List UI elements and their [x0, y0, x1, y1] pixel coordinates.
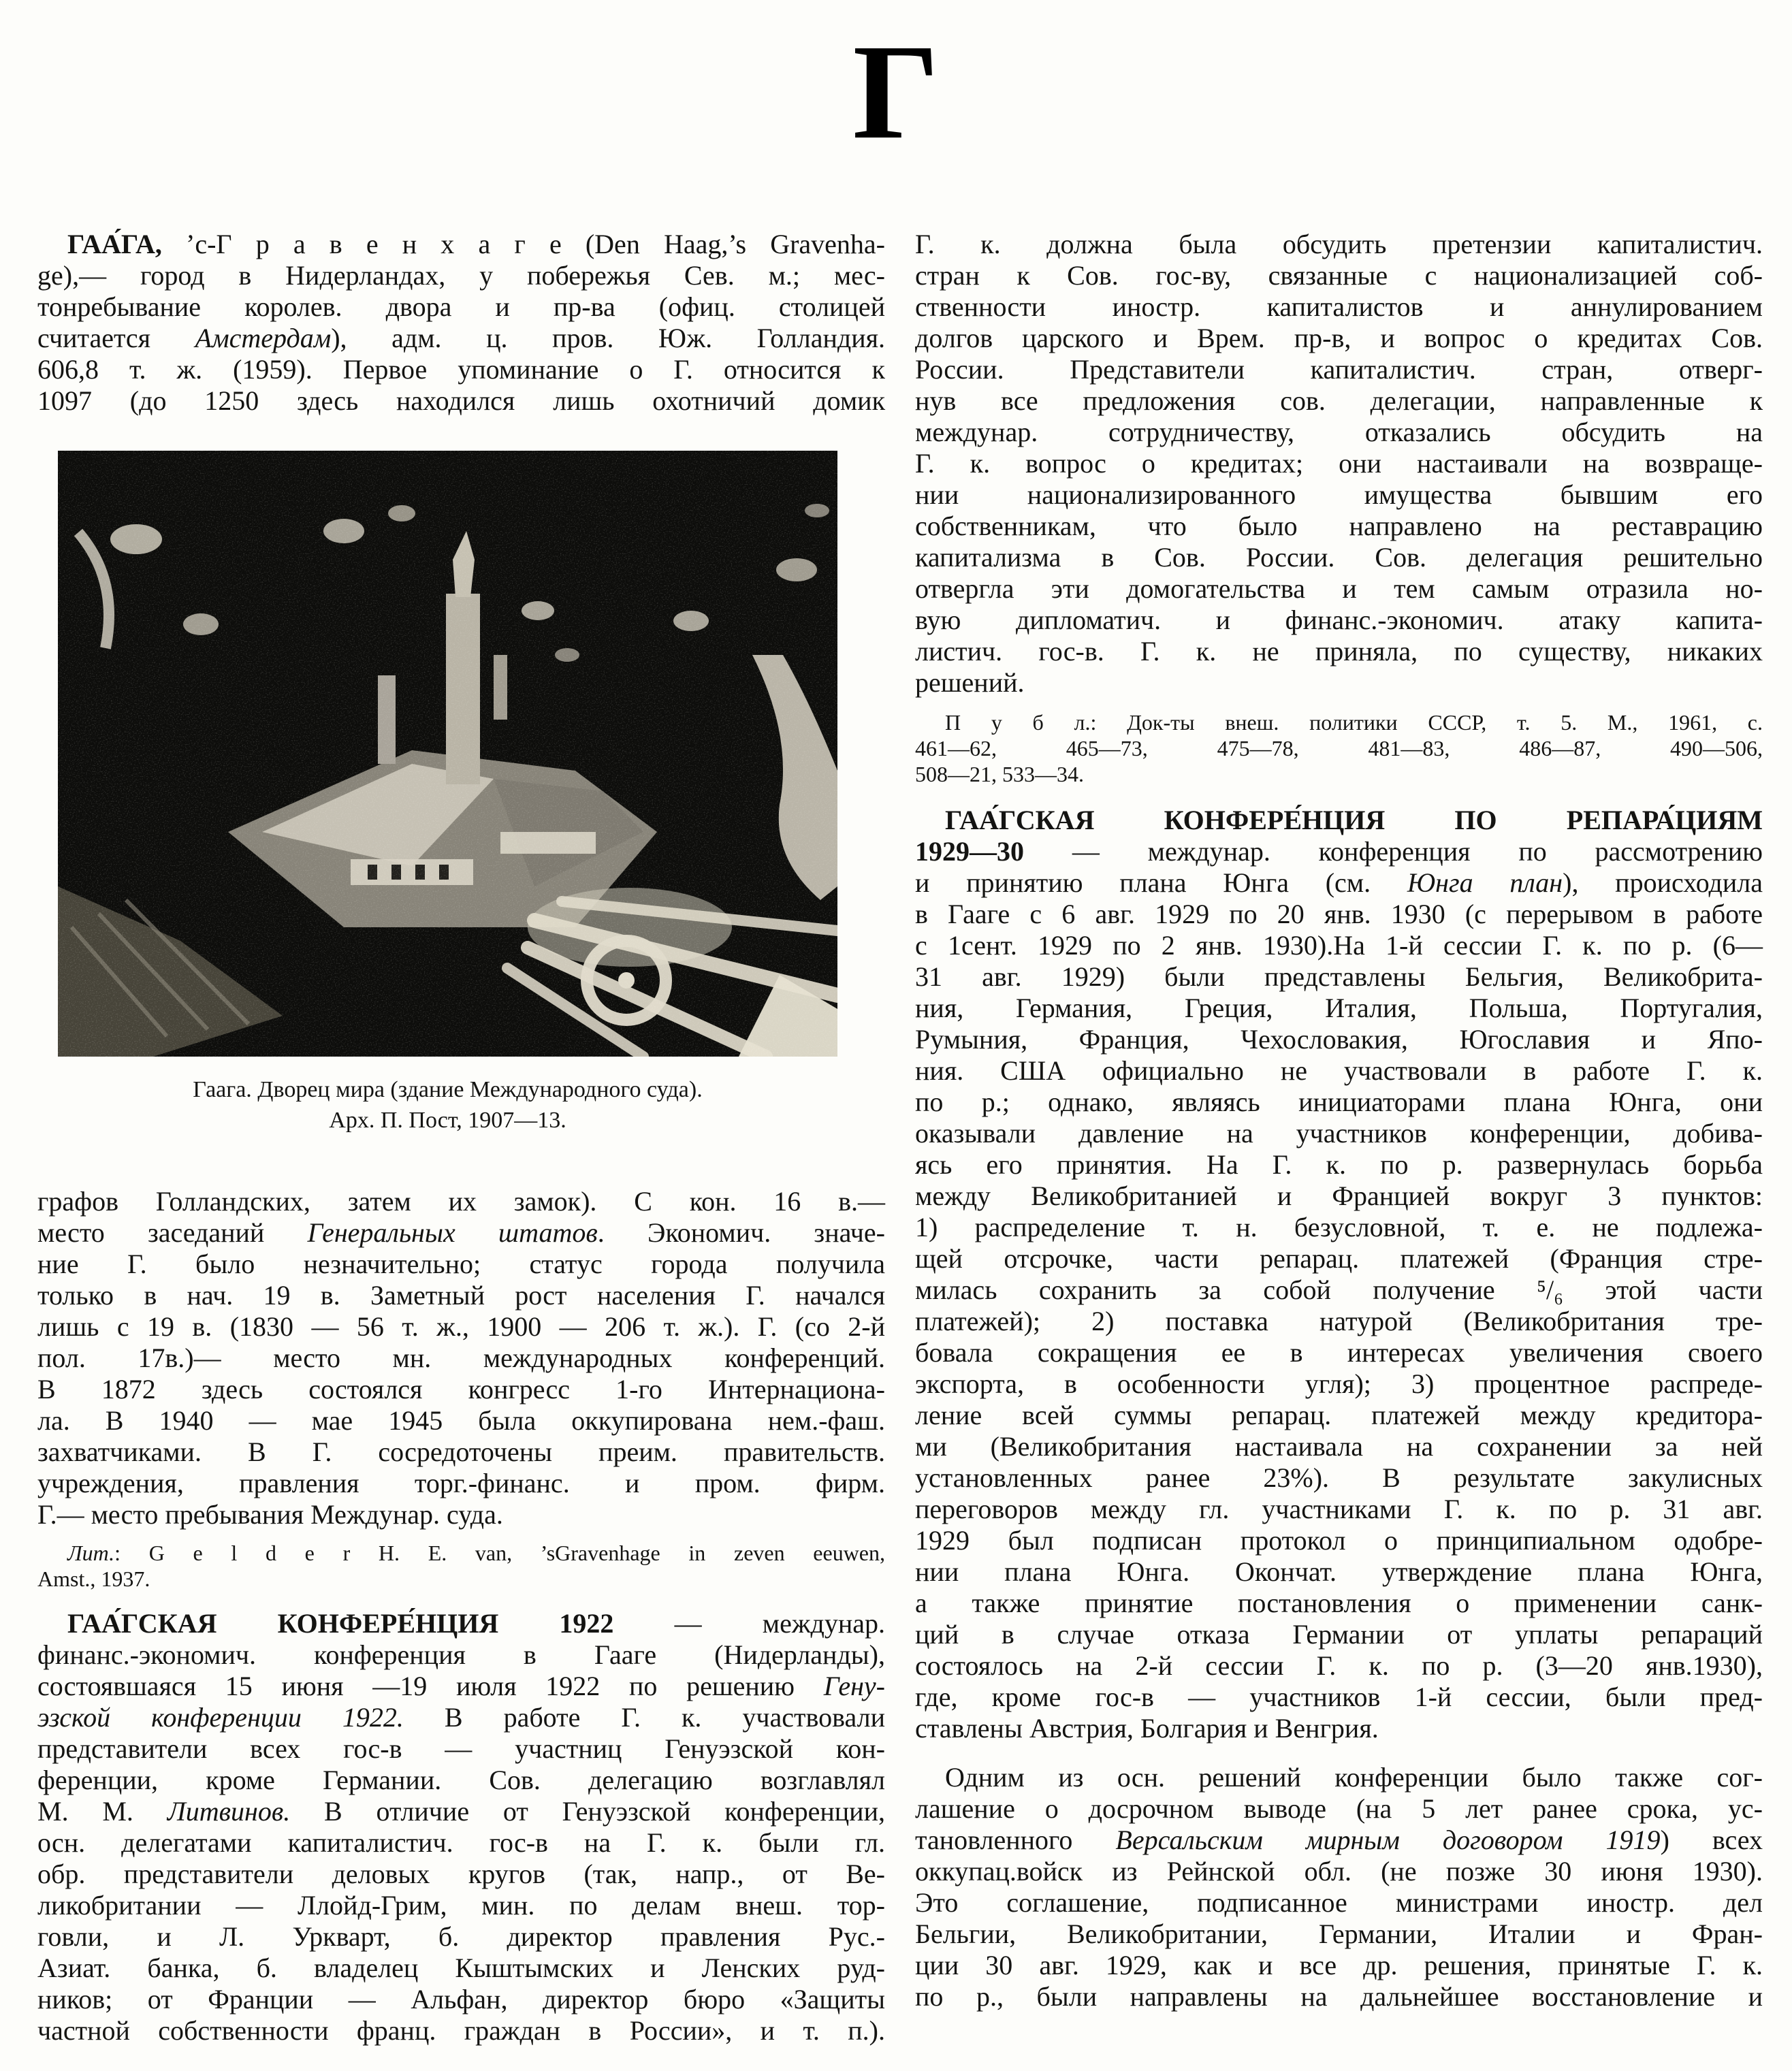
- literature-note: [37, 1540, 885, 1592]
- text-line: 1) распределение т. н. безусловной, т. е. не подлежа-: [915, 1212, 1763, 1242]
- text-line: захватчиками. В Г. сосредоточены преим. правительств.: [37, 1436, 885, 1467]
- text-line: междунар. сотрудничеству, отказались обсудить на: [915, 417, 1763, 447]
- text-line: 508—21, 533—34.: [915, 762, 1084, 786]
- text-line: 31 авг. 1929) были представлены Бельгия, Великобрита-: [915, 961, 1763, 992]
- text-line: ции 30 авг. 1929, как и все др. решения, принятые Г. к.: [915, 1950, 1763, 1980]
- text-line: переговоров между гл. участниками Г. к. по р. 31 авг.: [915, 1494, 1763, 1524]
- text-line: лишь с 19 в. (1830 — 56 т. ж., 1900 — 206 т. ж.). Г. (со 2-й: [37, 1311, 885, 1342]
- text-line: Amst., 1937.: [37, 1567, 150, 1591]
- text-line: между Великобританией и Францией вокруг 3 пунктов:: [915, 1181, 1763, 1211]
- text-line: Г.— место пребывания Междунар. суда.: [37, 1499, 503, 1530]
- text-line: В 1872 здесь состоялся конгресс 1-го Интернациона-: [37, 1374, 885, 1404]
- text-line: России. Представители капиталистич. стран, отверг-: [915, 354, 1763, 385]
- text-line: по р., были направлены на дальнейшее восстановление и: [915, 1981, 1763, 2012]
- text-line: Это соглашение, подписанное министрами иностр. дел: [915, 1887, 1763, 1918]
- photo-caption-line: Гаага. Дворец мира (здание Международного суда).: [193, 1077, 703, 1102]
- text-line: финанс.-экономич. конференция в Гааге (Нидерланды),: [37, 1639, 885, 1670]
- text-line: пол. 17в.)— место мн. международных конференций.: [37, 1343, 885, 1373]
- text-line: ния. США официально не участвовали в работе Г. к.: [915, 1055, 1763, 1086]
- text-line: считается Амстердам), адм. ц. пров. Юж. Голландия.: [37, 323, 886, 353]
- text-line: место заседаний Генеральных штатов. Экономич. значе-: [37, 1217, 885, 1248]
- text-line: собственникам, что было направлено на реставрацию: [915, 511, 1763, 541]
- text-line: состоявшаяся 15 июня —19 июля 1922 по решению Гену-: [37, 1671, 885, 1701]
- text-line: ясь его принятия. На Г. к. по р. развернулась борьба: [915, 1149, 1763, 1180]
- photo-figure: [58, 451, 837, 1136]
- text-line: платежей); 2) поставка натурой (Великобритания тре-: [915, 1306, 1763, 1336]
- text-line: ференции, кроме Германии. Сов. делегацию возглавлял: [37, 1765, 885, 1795]
- article-gaaga-continuation-paragraph: [37, 1186, 885, 1530]
- text-line: эзской конференции 1922. В работе Г. к. участвовали: [37, 1702, 885, 1733]
- text-line: 1097 (до 1250 здесь находился лишь охотничий домик: [37, 385, 885, 416]
- publications-note: [915, 709, 1763, 787]
- text-line: ликобритании — Ллойд-Грим, мин. по делам внеш. тор-: [37, 1890, 885, 1921]
- text-line: ния, Германия, Греция, Италия, Польша, Португалия,: [915, 993, 1763, 1023]
- article-gaaga-lead-paragraph: [37, 229, 885, 417]
- text-line: говли, и Л. Уркварт, б. директор правления Рус.-: [37, 1921, 885, 1952]
- columns: [0, 229, 1792, 2046]
- text-line: ственности иностр. капиталистов и аннулированием: [915, 291, 1763, 322]
- text-line: отвергла эти домогательства и тем самым отразила но-: [915, 573, 1763, 604]
- text-line: оказывали давление на участников конференции, добива-: [915, 1118, 1763, 1149]
- article-hague-conference-1922: [37, 1608, 885, 2046]
- text-line: нии плана Юнга. Окончат. утверждение плана Юнга,: [915, 1556, 1763, 1587]
- text-line: долгов царского и Врем. пр-в, и вопрос о кредитах Сов.: [915, 323, 1763, 353]
- text-line: частной собственности франц. граждан в России», и т. п.).: [37, 2015, 885, 2046]
- text-line: 1929—30 — междунар. конференция по рассмотрению: [915, 836, 1763, 867]
- text-line: ников; от Франции — Альфан, директор бюро «Защиты: [37, 1984, 885, 2014]
- article-hague-reparations-second-paragraph: [915, 1762, 1763, 2012]
- text-line: с 1сент. 1929 по 2 янв. 1930).На 1-й сессии Г. к. по р. (6—: [915, 930, 1763, 961]
- text-line: нув все предложения сов. делегации, направленные к: [915, 385, 1763, 416]
- text-line: Азиат. банка, б. владелец Кыштымских и Ленских руд-: [37, 1953, 885, 1983]
- text-line: ла. В 1940 — мае 1945 была оккупирована нем.-фаш.: [37, 1405, 885, 1436]
- text-line: ций в случае отказа Германии от уплаты репараций: [915, 1619, 1763, 1650]
- text-line: 606,8 т. ж. (1959). Первое упоминание о Г. относится к: [37, 354, 885, 385]
- text-line: нии национализированного имущества бывшим его: [915, 479, 1763, 510]
- text-line: лашение о досрочном выводе (на 5 лет ранее срока, ус-: [915, 1793, 1763, 1824]
- text-line: где, кроме гос-в — участников 1-й сессии, были пред-: [915, 1682, 1763, 1712]
- text-line: тонребывание королев. двора и пр-ва (офиц. столицей: [37, 291, 885, 322]
- article-hague-conference-1922-continuation: [915, 229, 1763, 699]
- text-line: 461—62, 465—73, 475—78, 481—83, 486—87, 490—506,: [915, 736, 1763, 760]
- text-line: Одним из осн. решений конференции было также сог-: [945, 1762, 1763, 1793]
- section-letter: Г: [852, 17, 940, 167]
- text-line: М. М. Литвинов. В отличие от Генуэзской конференции,: [37, 1796, 885, 1827]
- text-line: графов Голландских, затем их замок). С кон. 16 в.—: [37, 1186, 885, 1217]
- text-line: П у б л.: Док-ты внеш. политики СССР, т. 5. М., 1961, с.: [945, 710, 1763, 735]
- text-line: капитализма в Сов. России. Сов. делегация решительно: [915, 542, 1763, 573]
- palace-of-peace-photo: [58, 451, 837, 1057]
- text-line: только в нач. 19 в. Заметный рост населения Г. начался: [37, 1280, 885, 1311]
- text-line: экспорта, в особенности угля); 3) процентное распреде-: [915, 1368, 1763, 1399]
- text-line: установленных ранее 23%). В результате закулисных: [915, 1462, 1763, 1493]
- text-line: состоялось на 2-й сессии Г. к. по р. (3—20 янв.1930),: [915, 1650, 1763, 1681]
- right-column: [915, 229, 1763, 2046]
- text-line: решений.: [915, 667, 1025, 698]
- text-line: по р.; однако, являясь инициаторами плана Юнга, они: [915, 1087, 1763, 1117]
- photo-caption: [58, 1074, 837, 1136]
- photo-caption-line: Арх. П. Пост, 1907—13.: [329, 1108, 566, 1133]
- text-line: Г. к. вопрос о кредитах; они настаивали на возвраще-: [915, 448, 1763, 479]
- text-line: 1929 был подписан протокол о принципиальном одобре-: [915, 1525, 1763, 1556]
- article-hague-reparations-conference: [915, 805, 1763, 1744]
- text-line: тановленного Версальским мирным договором 1919) всех: [915, 1825, 1763, 1855]
- text-line: щей отсрочке, части репарац. платежей (Франция стре-: [915, 1243, 1763, 1274]
- text-line: ми (Великобритания настаивала на сохранении за ней: [915, 1431, 1763, 1462]
- text-line: осн. делегатами капиталистич. гос-в на Г. к. были гл.: [37, 1827, 885, 1858]
- text-line: ление всей суммы репарац. платежей между кредитора-: [915, 1400, 1763, 1430]
- text-line: бовала сокращения ее в интересах увеличения своего: [915, 1337, 1763, 1368]
- text-line: Г. к. должна была обсудить претензии капиталистич.: [915, 229, 1763, 259]
- text-line: Румыния, Франция, Чехословакия, Югославия и Япо-: [915, 1024, 1763, 1055]
- text-line: Лит.: G e l d e r H. E. van, ’sGravenhage in zeven eeuwen,: [67, 1541, 885, 1565]
- text-line: ge),— город в Нидерландах, у побережья Сев. м.; мес-: [37, 260, 885, 291]
- text-line: ГАА́ГА, ’с-Г р а в е н х а г е (Den Haag,’s Gravenha-: [67, 229, 885, 259]
- text-line: стран к Сов. гос-ву, связанные с национализацией соб-: [915, 260, 1763, 291]
- text-line: ние Г. было незначительно; статус города получила: [37, 1249, 885, 1279]
- text-line: ставлены Австрия, Болгария и Венгрия.: [915, 1713, 1379, 1744]
- text-line: ГАА́ГСКАЯ КОНФЕРЕ́НЦИЯ 1922 — междунар.: [67, 1608, 885, 1639]
- left-column: [37, 229, 885, 2046]
- text-line: в Гааге с 6 авг. 1929 по 20 янв. 1930 (с перерывом в работе: [915, 899, 1763, 929]
- text-line: и принятию плана Юнга (см. Юнга план), происходила: [915, 867, 1763, 898]
- text-line: оккупац.войск из Рейнской обл. (не позже 30 июня 1930).: [915, 1856, 1763, 1887]
- text-line: ГАА́ГСКАЯ КОНФЕРЕ́НЦИЯ ПО РЕПАРА́ЦИЯМ: [945, 805, 1763, 835]
- text-line: обр. представители деловых кругов (так, напр., от Ве-: [37, 1859, 885, 1889]
- text-line: Бельгии, Великобритании, Германии, Италии и Фран-: [915, 1919, 1763, 1949]
- text-line: учреждения, правления торг.-финанс. и пром. фирм.: [37, 1468, 885, 1498]
- text-line: представители всех гос-в — участниц Генуэзской кон-: [37, 1733, 885, 1764]
- text-line: вую дипломатич. и финанс.-экономич. атаку капита-: [915, 605, 1763, 635]
- text-line: листич. гос-в. Г. к. не приняла, по существу, никаких: [915, 636, 1763, 667]
- text-line: милась сохранить за собой получение ⁵/₆ этой части: [915, 1274, 1763, 1305]
- text-line: а также принятие постановления о применении санк-: [915, 1588, 1763, 1618]
